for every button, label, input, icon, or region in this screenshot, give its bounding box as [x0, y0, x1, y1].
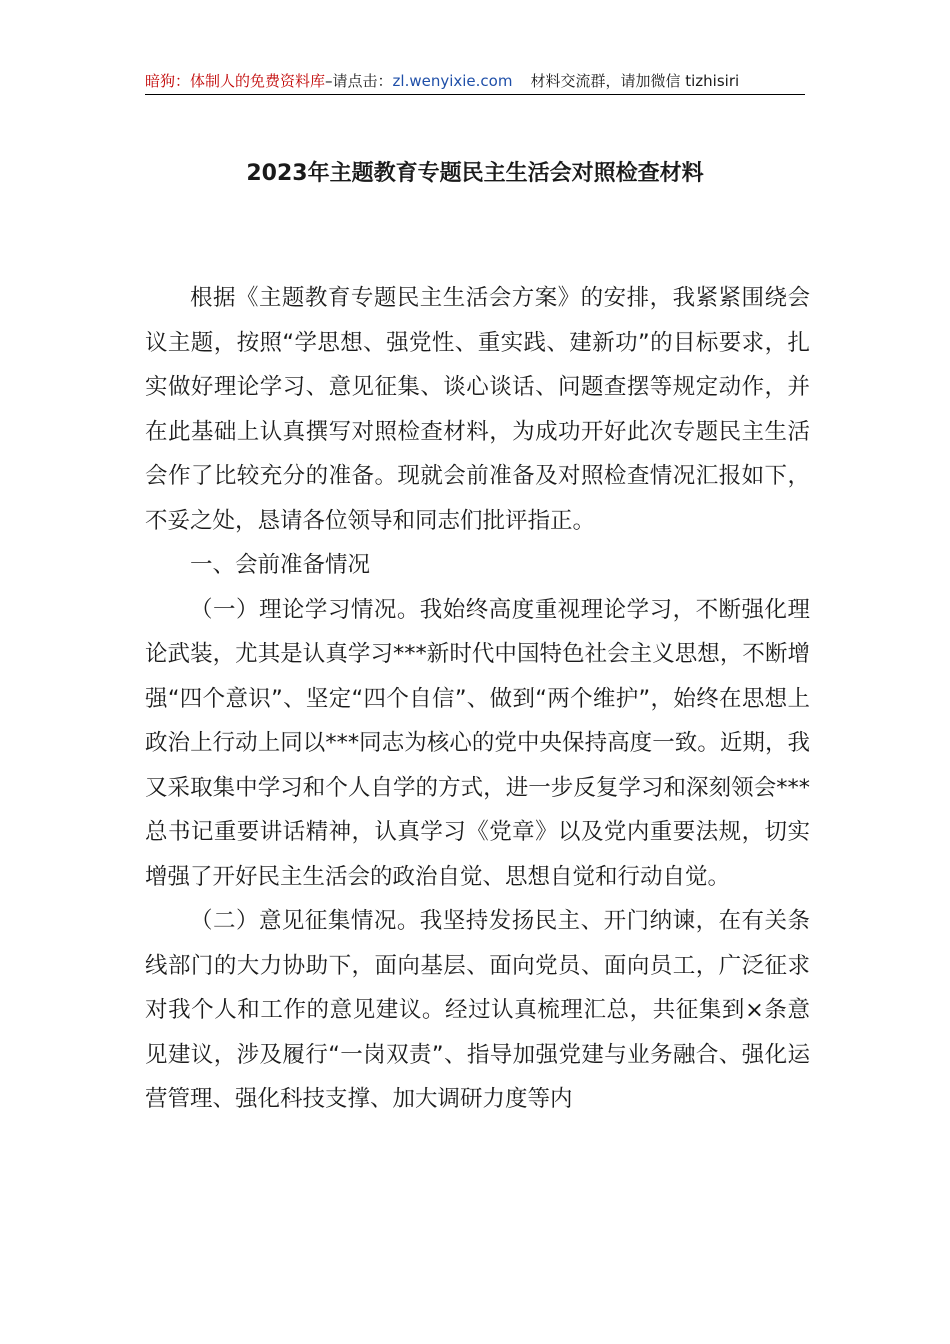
ad-site-name: 暗狗：体制人的免费资料库 [145, 72, 326, 90]
document-body [145, 276, 810, 1122]
ad-wechat-note: 材料交流群，请加微信 tizhisiri [530, 72, 740, 90]
page-header-banner [145, 68, 805, 95]
section-heading: 一、会前准备情况 [190, 552, 371, 578]
ad-click-prompt: –请点击： [325, 72, 393, 90]
ad-site-link[interactable]: zl.wenyixie.com [392, 72, 513, 90]
opinion-collection-paragraph: （二）意见征集情况。我坚持发扬民主、开门纳谏，在有关条线部门的大力协助下，面向基层、面向党员、面向员工，广泛征求对我个人和工作的意见建议。经过认真梳理汇总，共征集到×条意见建议，涉及履行“一岗双责”、指导加强党建与业务融合、强化运营管理、强化科技支撑、加大调研力度等内 [145, 908, 810, 1112]
intro-paragraph: 根据《主题教育专题民主生活会方案》的安排，我紧紧围绕会议主题，按照“学思想、强党性、重实践、建新功”的目标要求，扎实做好理论学习、意见征集、谈心谈话、问题查摆等规定动作，并在此基础上认真撰写对照检查材料，为成功开好此次专题民主生活会作了比较充分的准备。现就会前准备及对照检查情况汇报如下，不妥之处，恳请各位领导和同志们批评指正。 [145, 285, 810, 534]
document-title: 2023年主题教育专题民主生活会对照检查材料 [246, 161, 704, 186]
theory-study-paragraph: （一）理论学习情况。我始终高度重视理论学习，不断强化理论武装，尤其是认真学习***新时代中国特色社会主义思想，不断增强“四个意识”、坚定“四个自信”、做到“两个维护”，始终在思想上政治上行动上同以***同志为核心的党中央保持高度一致。近期，我又采取集中学习和个人自学的方式，进一步反复学习和深刻领会***总书记重要讲话精神，认真学习《党章》以及党内重要法规，切实增强了开好民主生活会的政治自觉、思想自觉和行动自觉。 [145, 596, 810, 890]
